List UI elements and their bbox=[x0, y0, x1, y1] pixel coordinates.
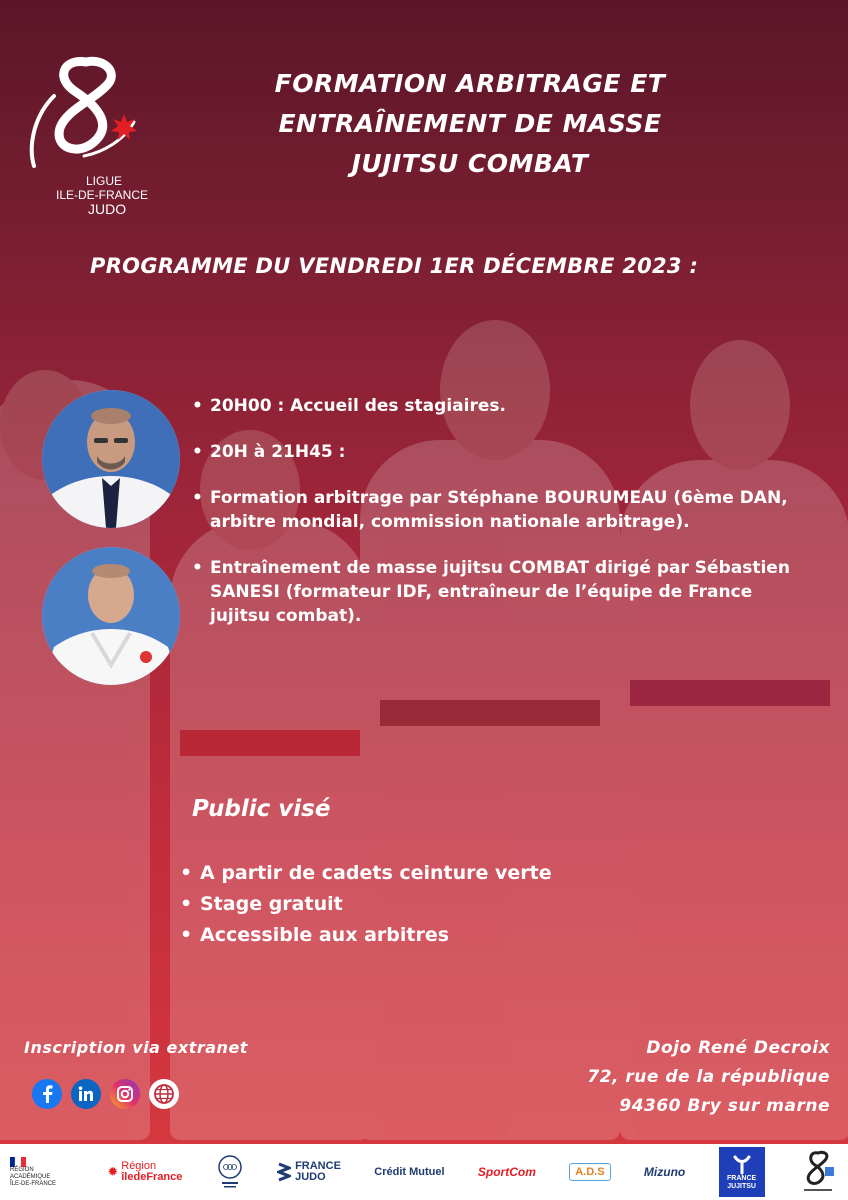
portrait-stephane-bourumeau bbox=[42, 390, 180, 528]
france-jujitsu-icon bbox=[731, 1153, 753, 1175]
sponsor-region-line1: Région bbox=[121, 1160, 157, 1172]
sponsor-france-jujitsu-line1: FRANCE bbox=[727, 1175, 757, 1182]
globe-icon[interactable] bbox=[149, 1079, 179, 1109]
sponsor-ads bbox=[569, 1163, 610, 1181]
social-links bbox=[32, 1079, 179, 1109]
schedule-item: • 20H à 21H45 : bbox=[192, 440, 812, 464]
olympic-emblem-icon bbox=[216, 1154, 244, 1190]
event-title-line-3: JUJITSU COMBAT bbox=[351, 149, 589, 178]
venue-address bbox=[530, 1034, 830, 1121]
ligue-logo-mark bbox=[24, 56, 154, 171]
sponsor-credit-mutuel bbox=[374, 1166, 444, 1178]
sponsor-academie-line2: ÎLE-DE-FRANCE bbox=[10, 1180, 57, 1187]
sponsor-comite-olympique bbox=[216, 1154, 244, 1190]
sponsor-credit-mutuel-label: Crédit Mutuel bbox=[374, 1166, 445, 1178]
sponsor-region-idf bbox=[107, 1161, 182, 1183]
sponsor-bar bbox=[0, 1144, 848, 1200]
france-judo-icon bbox=[277, 1162, 291, 1182]
sponsor-france-judo-line2: JUDO bbox=[295, 1171, 326, 1183]
comite-val-de-marne-logo bbox=[798, 1149, 838, 1195]
linkedin-icon[interactable] bbox=[71, 1079, 101, 1109]
event-title-line-1: FORMATION ARBITRAGE ET bbox=[274, 69, 666, 98]
public-item: • Accessible aux arbitres bbox=[180, 920, 552, 951]
sponsor-region-line2: îledeFrance bbox=[121, 1171, 183, 1183]
public-title: Public visé bbox=[192, 796, 331, 822]
sponsor-mizuno bbox=[644, 1165, 685, 1179]
sponsor-france-judo bbox=[277, 1161, 341, 1183]
event-title bbox=[200, 64, 740, 184]
sponsor-mizuno-label: Mizuno bbox=[643, 1165, 686, 1179]
sponsor-region-star-icon: ✹ bbox=[107, 1164, 119, 1179]
inscription-text: Inscription via extranet bbox=[24, 1038, 248, 1057]
sponsor-france-jujitsu-line2: JUJITSU bbox=[727, 1183, 756, 1190]
sponsor-france-jujitsu bbox=[719, 1147, 765, 1197]
sponsor-academie-line1: RÉGION ACADÉMIQUE bbox=[10, 1166, 51, 1180]
logo-text-judo: JUDO bbox=[88, 201, 127, 217]
public-item: • Stage gratuit bbox=[180, 889, 552, 920]
schedule-list bbox=[192, 394, 812, 650]
venue-street: 72, rue de la république bbox=[587, 1067, 830, 1087]
ligue-logo bbox=[24, 56, 154, 217]
sponsor-sportcom-label: SportCom bbox=[477, 1165, 536, 1179]
marianne-flag-icon bbox=[10, 1157, 26, 1167]
logo-text-ligue: LIGUE bbox=[86, 174, 123, 188]
facebook-icon[interactable] bbox=[32, 1079, 62, 1109]
sponsor-ads-label: A.D.S bbox=[575, 1166, 605, 1178]
schedule-item: • Entraînement de masse jujitsu COMBAT dirigé par Sébastien SANESI (formateur IDF, entraîneur de l’équipe de France jujitsu combat). bbox=[192, 556, 812, 628]
sponsor-comite-val-de-marne bbox=[798, 1149, 838, 1195]
background-photo bbox=[0, 230, 848, 1140]
sponsor-sportcom bbox=[478, 1165, 536, 1179]
venue-name: Dojo René Decroix bbox=[646, 1038, 830, 1058]
program-heading: PROGRAMME DU VENDREDI 1ER DÉCEMBRE 2023 : bbox=[90, 254, 699, 278]
public-item: • A partir de cadets ceinture verte bbox=[180, 858, 552, 889]
public-list bbox=[180, 858, 552, 951]
instagram-icon[interactable] bbox=[110, 1079, 140, 1109]
schedule-item: • 20H00 : Accueil des stagiaires. bbox=[192, 394, 812, 418]
logo-text-region: ILE-DE-FRANCE bbox=[56, 188, 149, 202]
schedule-item: • Formation arbitrage par Stéphane BOURUMEAU (6ème DAN, arbitre mondial, commission nationale arbitrage). bbox=[192, 486, 812, 534]
portrait-sebastien-sanesi bbox=[42, 547, 180, 685]
venue-city: 94360 Bry sur marne bbox=[619, 1096, 830, 1116]
sponsor-region-academique bbox=[10, 1157, 74, 1188]
event-title-line-2: ENTRAÎNEMENT DE MASSE bbox=[278, 109, 662, 138]
sponsor-france-judo-line1: FRANCE bbox=[295, 1160, 341, 1172]
